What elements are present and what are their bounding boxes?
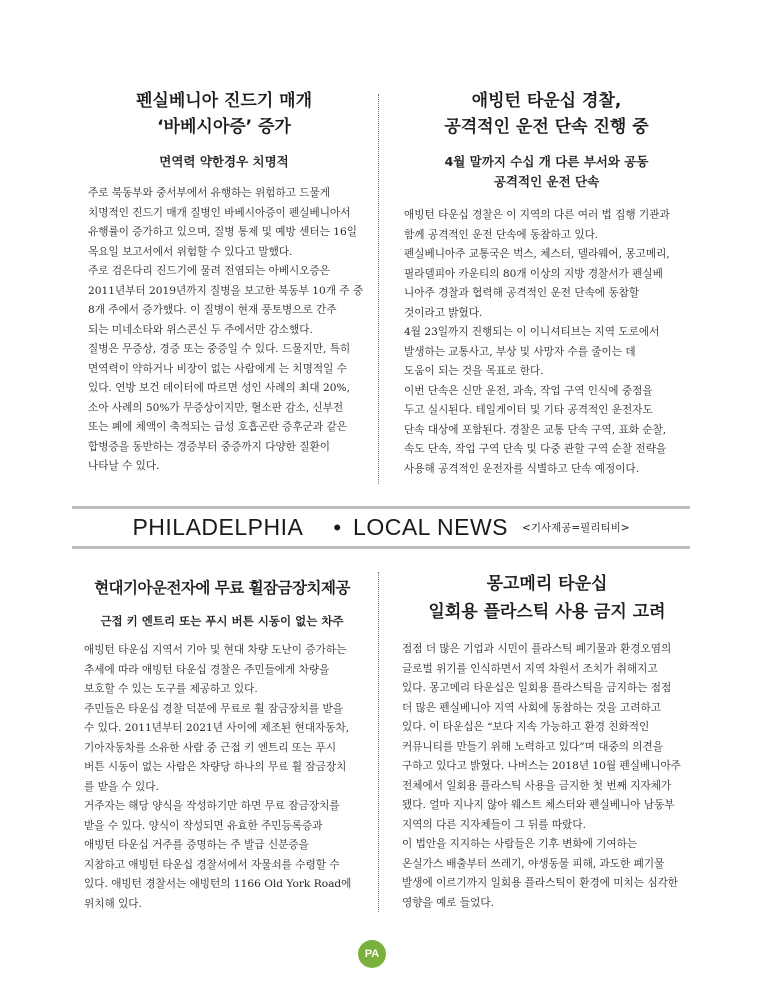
text-line: 받을 수 있다. 양식이 작성되면 유효한 주민등록증과: [84, 819, 323, 832]
text-line: 보호할 수 있는 도구를 제공하고 있다.: [84, 683, 258, 695]
text-line: 있다. 연방 보건 데이터에 따르면 성인 사례의 최대 20%,: [88, 382, 350, 394]
text-line: 면역력이 약하거나 비장이 없는 사람에게 는 치명적일 수: [88, 362, 347, 375]
text-line: 사용해 공격적인 운전자를 식별하고 단속 예정이다.: [404, 462, 640, 475]
text-line: 지역의 다른 지자체들이 그 뒤를 따랐다.: [402, 818, 586, 831]
text-line: 됐다. 얼마 지나지 않아 웨스트 체스터와 펜실베니아 남동부: [402, 799, 675, 811]
article-2-subheadline: [404, 152, 689, 192]
text-line: 기아자동차를 소유한 사람 중 근접 키 엔트리 또는 푸시: [84, 741, 337, 754]
text-line: 발생하는 교통사고, 부상 및 사망자 수를 줄이는 데: [404, 345, 636, 358]
text-line: 거주자는 해당 양식을 작성하기만 하면 무료 잠금장치를: [84, 800, 340, 812]
text-line: 있다. 애빙턴 경찰서는 애빙턴의 1166 Old York Road에: [84, 878, 352, 890]
text-line: 함께 공격적인 운전 단속에 동참하고 있다.: [404, 228, 599, 241]
article-1-subheadline: 면역력 약한경우 치명적: [159, 154, 289, 169]
paragraph: [88, 340, 360, 477]
text-line: 단속 대상에 포함된다. 경찰은 교통 단속 구역, 표화 순찰,: [404, 423, 667, 436]
text-line: 필라델피아 카운티의 80개 이상의 지방 경찰서가 펜실베: [404, 267, 663, 280]
text-line: 나타날 수 있다.: [88, 460, 160, 472]
text-line: 니아주 경찰과 협력해 공격적인 운전 단속에 동참할: [404, 287, 640, 299]
article-3-body: [78, 641, 366, 914]
paragraph: [404, 206, 689, 245]
paragraph: [84, 700, 366, 798]
text-line: 를 받을 수 있다.: [84, 780, 159, 793]
headline-line: 펜실베니아 진드기 매개: [135, 91, 313, 111]
text-line: 유행률이 증가하고 있으며, 질병 통제 및 예방 센터는 16일: [88, 226, 357, 238]
text-line: 8개 주에서 증가했다. 이 질병이 현재 풍토병으로 간주: [88, 304, 337, 316]
article-1-headline: [88, 88, 360, 140]
banner-credit: <기사제공=필리티비>: [522, 522, 630, 534]
text-line: 또는 폐에 체액이 축적되는 급성 호흡곤란 증후군과 같은: [88, 421, 347, 433]
text-line: 위치해 있다.: [84, 897, 142, 910]
text-line: 있다. 몽고메리 타운십은 일회용 플라스틱을 금지하는 점점: [402, 682, 672, 694]
text-line: 온실가스 배출부터 쓰레기, 야생동물 피해, 과도한 폐기물: [402, 857, 665, 870]
article-1: [88, 88, 364, 477]
text-line: 점점 더 많은 기업과 시민이 플라스틱 폐기물과 환경오염의: [402, 643, 672, 655]
banner-bottom-rule: [72, 546, 690, 549]
section-banner: [72, 506, 690, 549]
article-1-body: [88, 184, 364, 477]
text-line: 치명적인 진드기 매개 질병인 바베시아증이 펜실베니아서: [88, 206, 351, 219]
text-line: 애빙턴 타운십 지역서 기아 및 현대 차량 도난이 증가하는: [84, 644, 347, 656]
text-line: 도움이 되는 것을 목표로 한다.: [404, 365, 544, 377]
column-divider-top: [378, 94, 379, 484]
paragraph: [84, 797, 366, 914]
headline-line: 일회용 플라스틱 사용 금지 고려: [428, 602, 666, 622]
text-line: 이 법안을 지지하는 사람들은 기후 변화에 기여하는: [402, 838, 638, 850]
paragraph: [404, 245, 689, 323]
text-line: 목요일 보고서에서 위험할 수 있다고 말했다.: [88, 245, 293, 258]
text-line: 영향을 예로 들었다.: [402, 896, 494, 909]
text-line: 지참하고 애빙턴 타운십 경찰서에서 자물쇠를 수령할 수: [84, 858, 340, 871]
article-2-headline: [404, 88, 689, 140]
banner-bullet: •: [333, 514, 342, 540]
text-line: 합병증을 동반하는 경증부터 중증까지 다양한 질환이: [88, 440, 330, 453]
text-line: 질병은 무증상, 경증 또는 중증일 수 있다. 드물지만, 특히: [88, 343, 351, 355]
text-line: 커뮤니티를 만들기 위해 노력하고 있다”며 대중의 의견을: [402, 740, 663, 753]
banner-section: LOCAL NEWS: [353, 514, 509, 540]
article-2-body: [404, 206, 689, 479]
text-line: 있다. 이 타운십은 “보다 지속 가능하고 환경 친화적인: [402, 721, 650, 733]
text-line: 4월 23일까지 진행되는 이 이니셔티브는 지역 도로에서: [404, 326, 660, 338]
text-line: 속도 단속, 작업 구역 단속 및 다중 관할 구역 순찰 전략을: [404, 443, 667, 455]
text-line: 두고 실시된다. 테일게이터 및 기타 공격적인 운전자도: [404, 404, 653, 416]
text-line: 글로벌 위기를 인식하면서 지역 차원서 조치가 취해지고: [402, 662, 658, 675]
text-line: 것이라고 밝혔다.: [404, 306, 483, 319]
paragraph: [404, 382, 689, 480]
article-4-headline: [402, 570, 692, 626]
paragraph: [404, 323, 689, 382]
text-line: 애빙턴 타운십 경찰은 이 지역의 다른 여러 법 집행 기관과: [404, 209, 670, 221]
text-line: 2011년부터 2019년까지 질병을 보고한 북동부 10개 주 중: [88, 284, 364, 297]
article-4: [402, 570, 692, 913]
headline-line: 애빙턴 타운십 경찰,: [471, 91, 622, 111]
headline-line: ‘바베시아증’ 증가: [157, 117, 291, 137]
article-3-subheadline: 근접 키 엔트리 또는 푸시 버튼 시동이 없는 차주: [100, 614, 344, 628]
article-3-headline: 현대기아운전자에 무료 휠잠금장치제공: [94, 579, 350, 597]
subheadline-line: 4월 말까지 수십 개 다른 부서와 공동: [444, 154, 649, 169]
column-divider-bottom: [378, 572, 379, 912]
text-line: 소아 사례의 50%가 무증상이지만, 혈소판 감소, 신부전: [88, 401, 344, 414]
headline-line: 공격적인 운전 단속 진행 중: [444, 117, 649, 137]
article-2: [404, 88, 689, 479]
text-line: 주민들은 타운십 경찰 덕분에 무료로 휠 잠금장치를 받을: [84, 702, 343, 715]
text-line: 발생에 이르기까지 일회용 플라스틱이 환경에 미치는 심각한: [402, 877, 679, 889]
text-line: 펜실베니아주 교통국은 벅스, 체스터, 델라웨어, 몽고메리,: [404, 248, 670, 260]
text-line: 이번 단속은 신만 운전, 과속, 작업 구역 인식에 중점을: [404, 384, 653, 397]
page-badge: PA: [358, 940, 386, 968]
article-4-body: [402, 640, 692, 913]
text-line: 주로 북동부와 중서부에서 유행하는 위험하고 드물게: [88, 187, 330, 199]
paragraph: [84, 641, 366, 700]
article-3: [78, 575, 366, 914]
text-line: 구하고 있다고 밝혔다. 나버스는 2018년 10월 펜실베니아주: [402, 760, 681, 772]
paragraph: [88, 262, 364, 340]
subheadline-line: 공격적인 운전 단속: [493, 174, 600, 189]
paragraph: [88, 184, 360, 262]
text-line: 전체에서 일회용 플라스틱 사용을 금지한 첫 번째 지자체가: [402, 779, 672, 792]
text-line: 더 많은 펜실베니아 지역 사회에 동참하는 것을 고려하고: [402, 701, 661, 714]
text-line: 주로 검은다리 진드기에 물려 전염되는 아베시오증은: [88, 265, 330, 277]
text-line: 되는 미네소타와 위스콘신 두 주에서만 감소했다.: [88, 323, 313, 336]
text-line: 버튼 시동이 없는 사람은 차량당 하나의 무료 휠 잠금장치: [84, 761, 347, 773]
paragraph: [402, 640, 692, 835]
paragraph: [402, 835, 692, 913]
text-line: 수 있다. 2011년부터 2021년 사이에 제조된 현대자동차,: [84, 722, 350, 734]
headline-line: 몽고메리 타운십: [486, 574, 608, 594]
text-line: 추세에 따라 애빙턴 타운십 경찰은 주민들에게 차량을: [84, 663, 330, 676]
banner-city: PHILADELPHIA: [132, 514, 304, 540]
text-line: 애빙턴 타운십 거주를 증명하는 주 발급 신분증을: [84, 839, 309, 851]
